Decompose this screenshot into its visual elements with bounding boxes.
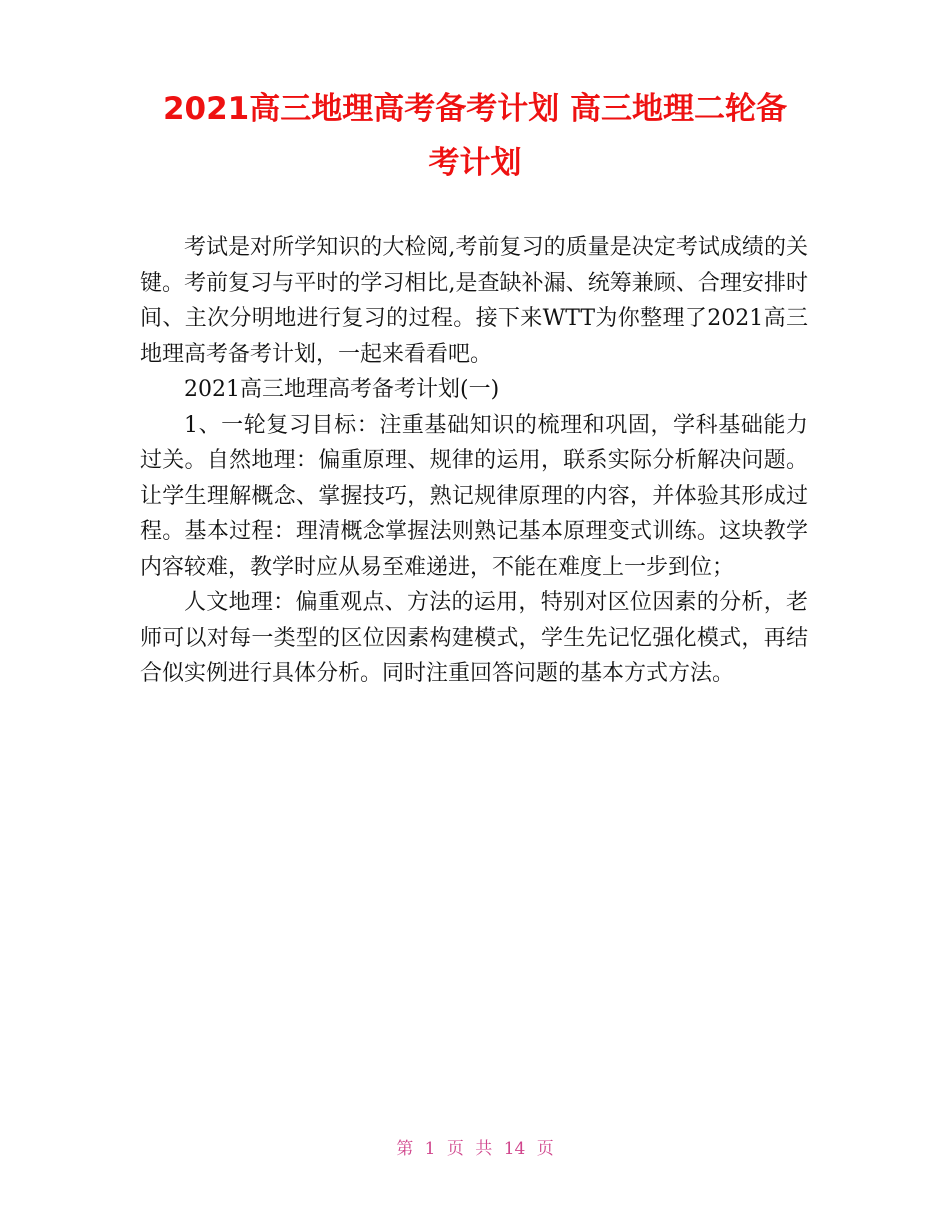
document-body (140, 230, 808, 692)
title-line-1: 2021高三地理高考备考计划 高三地理二轮备 (162, 91, 788, 127)
paragraph-intro: 考试是对所学知识的大检阅,考前复习的质量是决定考试成绩的关键。考前复习与平时的学习相比,是查缺补漏、统筹兼顾、合理安排时间、主次分明地进行复习的过程。接下来WTT为你整理了2021高三地理高考备考计划，一起来看看吧。 (140, 235, 808, 367)
document-title (100, 82, 850, 190)
section-heading: 2021高三地理高考备考计划(一) (184, 377, 500, 402)
page-number-footer: 第 1 页 共 14 页 (396, 1139, 554, 1159)
paragraph-human-geography: 人文地理：偏重观点、方法的运用，特别对区位因素的分析，老师可以对每一类型的区位因素构建模式，学生先记忆强化模式，再结合似实例进行具体分析。同时注重回答问题的基本方式方法。 (140, 590, 808, 686)
paragraph-first-round-review: 1、一轮复习目标：注重基础知识的梳理和巩固，学科基础能力过关。自然地理：偏重原理、规律的运用，联系实际分析解决问题。让学生理解概念、掌握技巧，熟记规律原理的内容，并体验其形成过程。基本过程：理清概念掌握法则熟记基本原理变式训练。这块教学内容较难，教学时应从易至难递进，不能在难度上一步到位； (140, 412, 808, 580)
title-line-2: 考计划 (428, 145, 522, 181)
